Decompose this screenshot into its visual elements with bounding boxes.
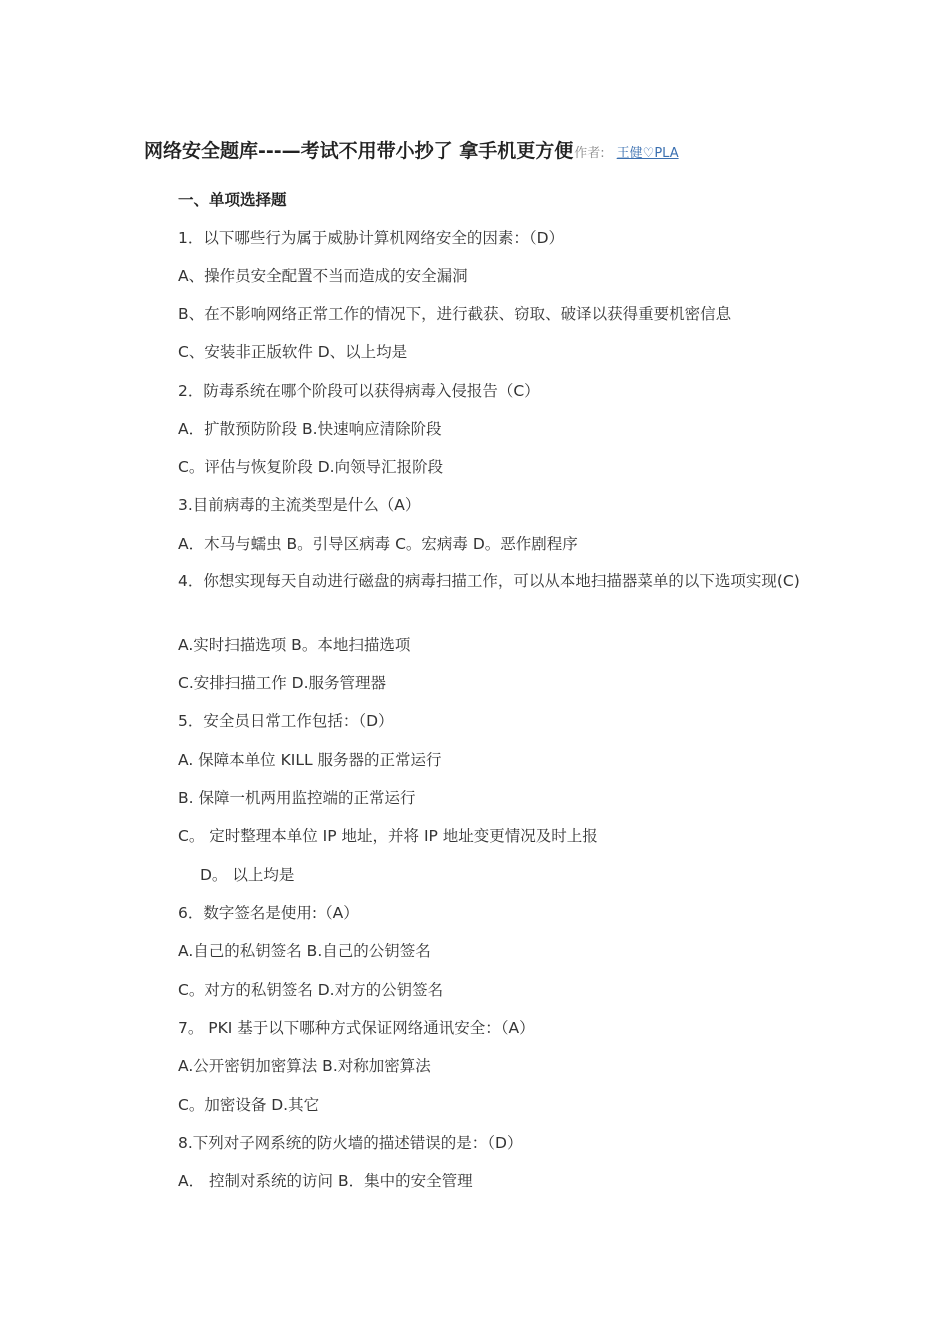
- q4-option-cd: C.安排扫描工作 D.服务管理器: [178, 674, 387, 692]
- q2-option-ab: A．扩散预防阶段 B.快速响应清除阶段: [178, 420, 442, 438]
- q7-option-cd: C。加密设备 D.其它: [178, 1096, 320, 1114]
- question-1: 1．以下哪些行为属于威胁计算机网络安全的因素：（D）: [178, 229, 565, 247]
- q5-option-d: D。 以上均是: [200, 866, 295, 884]
- author-link[interactable]: 王健♡PLA: [616, 146, 679, 161]
- q8-option-ab: A． 控制对系统的访问 B．集中的安全管理: [178, 1172, 473, 1190]
- author-label: 作者:: [574, 146, 605, 161]
- question-5: 5．安全员日常工作包括：（D）: [178, 712, 394, 730]
- q5-option-a: A. 保障本单位 KILL 服务器的正常运行: [178, 751, 442, 769]
- q6-option-ab: A.自己的私钥签名 B.自己的公钥签名: [178, 942, 431, 960]
- q2-option-cd: C。评估与恢复阶段 D.向领导汇报阶段: [178, 458, 444, 476]
- q5-option-b: B. 保障一机两用监控端的正常运行: [178, 789, 416, 807]
- q6-option-cd: C。对方的私钥签名 D.对方的公钥签名: [178, 981, 444, 999]
- q4-option-ab: A.实时扫描选项 B。本地扫描选项: [178, 636, 411, 654]
- q7-option-ab: A.公开密钥加密算法 B.对称加密算法: [178, 1057, 431, 1075]
- q1-option-cd: C、安装非正版软件 D、以上均是: [178, 343, 408, 361]
- question-8: 8.下列对子网系统的防火墙的描述错误的是：（D）: [178, 1134, 523, 1152]
- q1-option-b: B、在不影响网络正常工作的情况下，进行截获、窃取、破译以获得重要机密信息: [178, 305, 732, 323]
- question-3: 3.目前病毒的主流类型是什么（A）: [178, 496, 421, 514]
- question-7: 7。 PKI 基于以下哪种方式保证网络通讯安全：（A）: [178, 1019, 535, 1037]
- title-row: [144, 136, 679, 163]
- q1-option-a: A、操作员安全配置不当而造成的安全漏洞: [178, 267, 468, 285]
- question-4: 4．你想实现每天自动进行磁盘的病毒扫描工作，可以从本地扫描器菜单的以下选项实现(C): [178, 572, 800, 590]
- question-2: 2．防毒系统在哪个阶段可以获得病毒入侵报告（C）: [178, 382, 540, 400]
- section-heading: 一、单项选择题: [178, 191, 287, 209]
- question-6: 6．数字签名是使用:（A）: [178, 904, 359, 922]
- q3-options: A．木马与蠕虫 B。引导区病毒 C。宏病毒 D。恶作剧程序: [178, 535, 578, 553]
- page-title: 网络安全题库---—考试不用带小抄了 拿手机更方便: [144, 140, 574, 162]
- q5-option-c: C。 定时整理本单位 IP 地址，并将 IP 地址变更情况及时上报: [178, 827, 598, 845]
